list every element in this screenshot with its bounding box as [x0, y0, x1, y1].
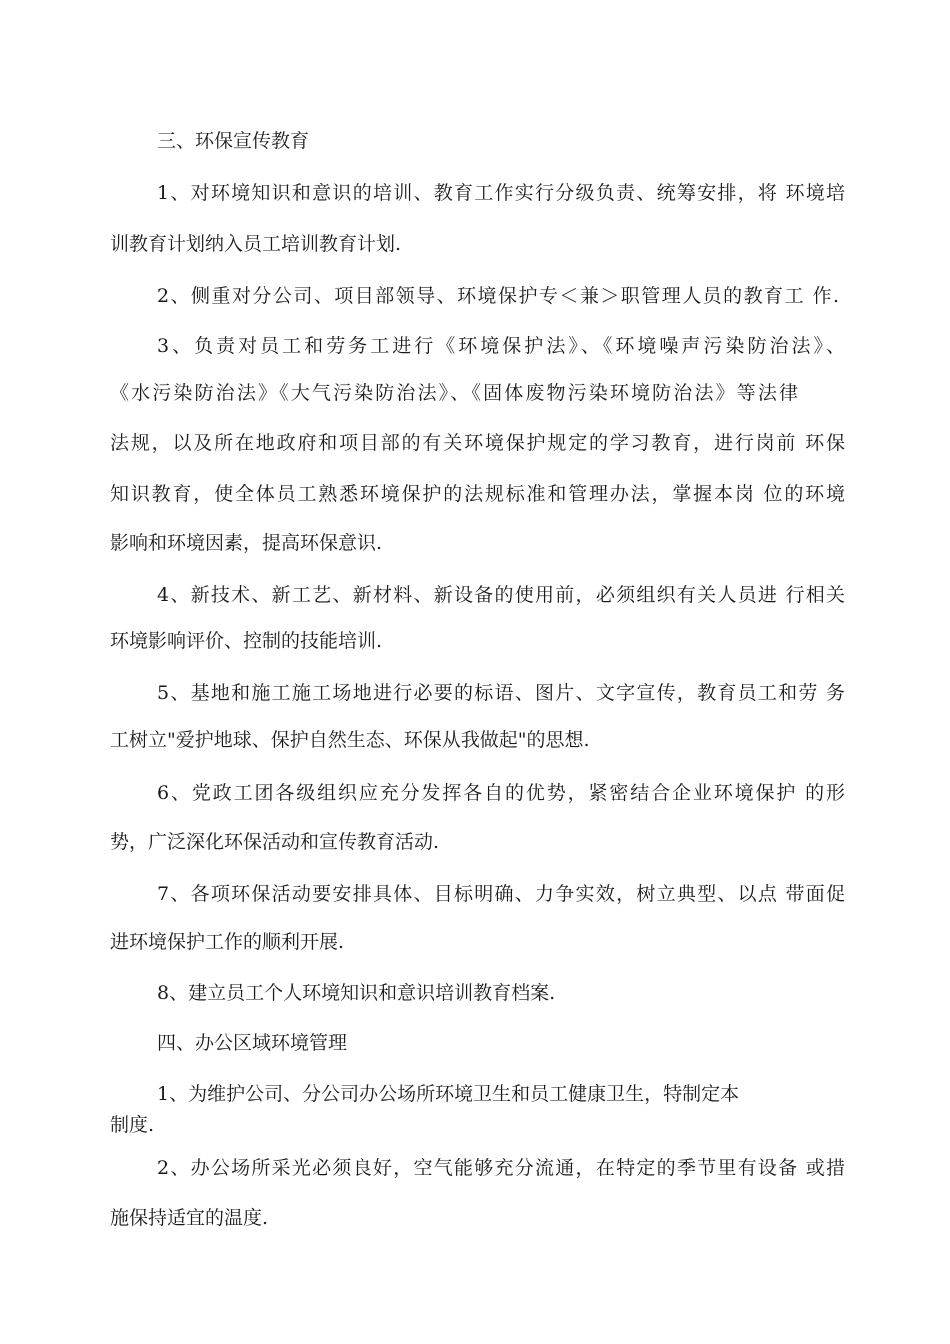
paragraph-line: 施保持适宜的温度. [110, 1207, 269, 1229]
paragraph-line: 进环境保护工作的顺利开展. [110, 931, 345, 953]
paragraph-line: 势，广泛深化环保活动和宣传教育活动. [110, 831, 440, 853]
paragraph-line: 6、党政工团各级组织应充分发挥各自的优势，紧密结合企业环境保护 的形 [157, 782, 845, 804]
paragraph-line: 知识教育，使全体员工熟悉环境保护的法规标准和管理办法，掌握本岗 位的环境 [110, 483, 845, 505]
paragraph-line: 《水污染防治法》《大气污染防治法》、《固体废物污染环境防治法》等法律 [110, 382, 798, 404]
paragraph-line: 2、侧重对分公司、项目部领导、环境保护专＜兼＞职管理人员的教育工 作. [157, 285, 839, 307]
paragraph-line: 7、各项环保活动要安排具体、目标明确、力争实效，树立典型、以点 带面促 [157, 883, 845, 905]
paragraph-line: 5、基地和施工施工场地进行必要的标语、图片、文字宣传，教育员工和劳 务 [157, 682, 845, 704]
paragraph-line: 工树立"爱护地球、保护自然生态、环保从我做起"的思想. [110, 729, 590, 751]
paragraph-line: 4、新技术、新工艺、新材料、新设备的使用前，必须组织有关人员进 行相关 [157, 584, 845, 606]
paragraph-line: 1、为维护公司、分公司办公场所环境卫生和员工健康卫生，特制定本 [157, 1083, 740, 1105]
paragraph-line: 训教育计划纳入员工培训教育计划. [110, 233, 402, 255]
paragraph-line: 8、建立员工个人环境知识和意识培训教育档案. [157, 982, 556, 1004]
paragraph-line: 3、负责对员工和劳务工进行《环境保护法》、《环境噪声污染防治法》、 [157, 335, 845, 357]
section-heading: 四、办公区域环境管理 [157, 1032, 348, 1054]
paragraph-line: 制度. [110, 1114, 155, 1136]
section-heading: 三、环保宣传教育 [157, 130, 310, 152]
paragraph-line: 法规，以及所在地政府和项目部的有关环境保护规定的学习教育，进行岗前 环保 [110, 432, 845, 454]
paragraph-line: 影响和环境因素，提高环保意识. [110, 532, 383, 554]
paragraph-line: 1、对环境知识和意识的培训、教育工作实行分级负责、统筹安排，将 环境培 [157, 182, 845, 204]
paragraph-line: 2、办公场所采光必须良好，空气能够充分流通，在特定的季节里有设备 或措 [157, 1157, 845, 1179]
paragraph-line: 环境影响评价、控制的技能培训. [110, 630, 383, 652]
